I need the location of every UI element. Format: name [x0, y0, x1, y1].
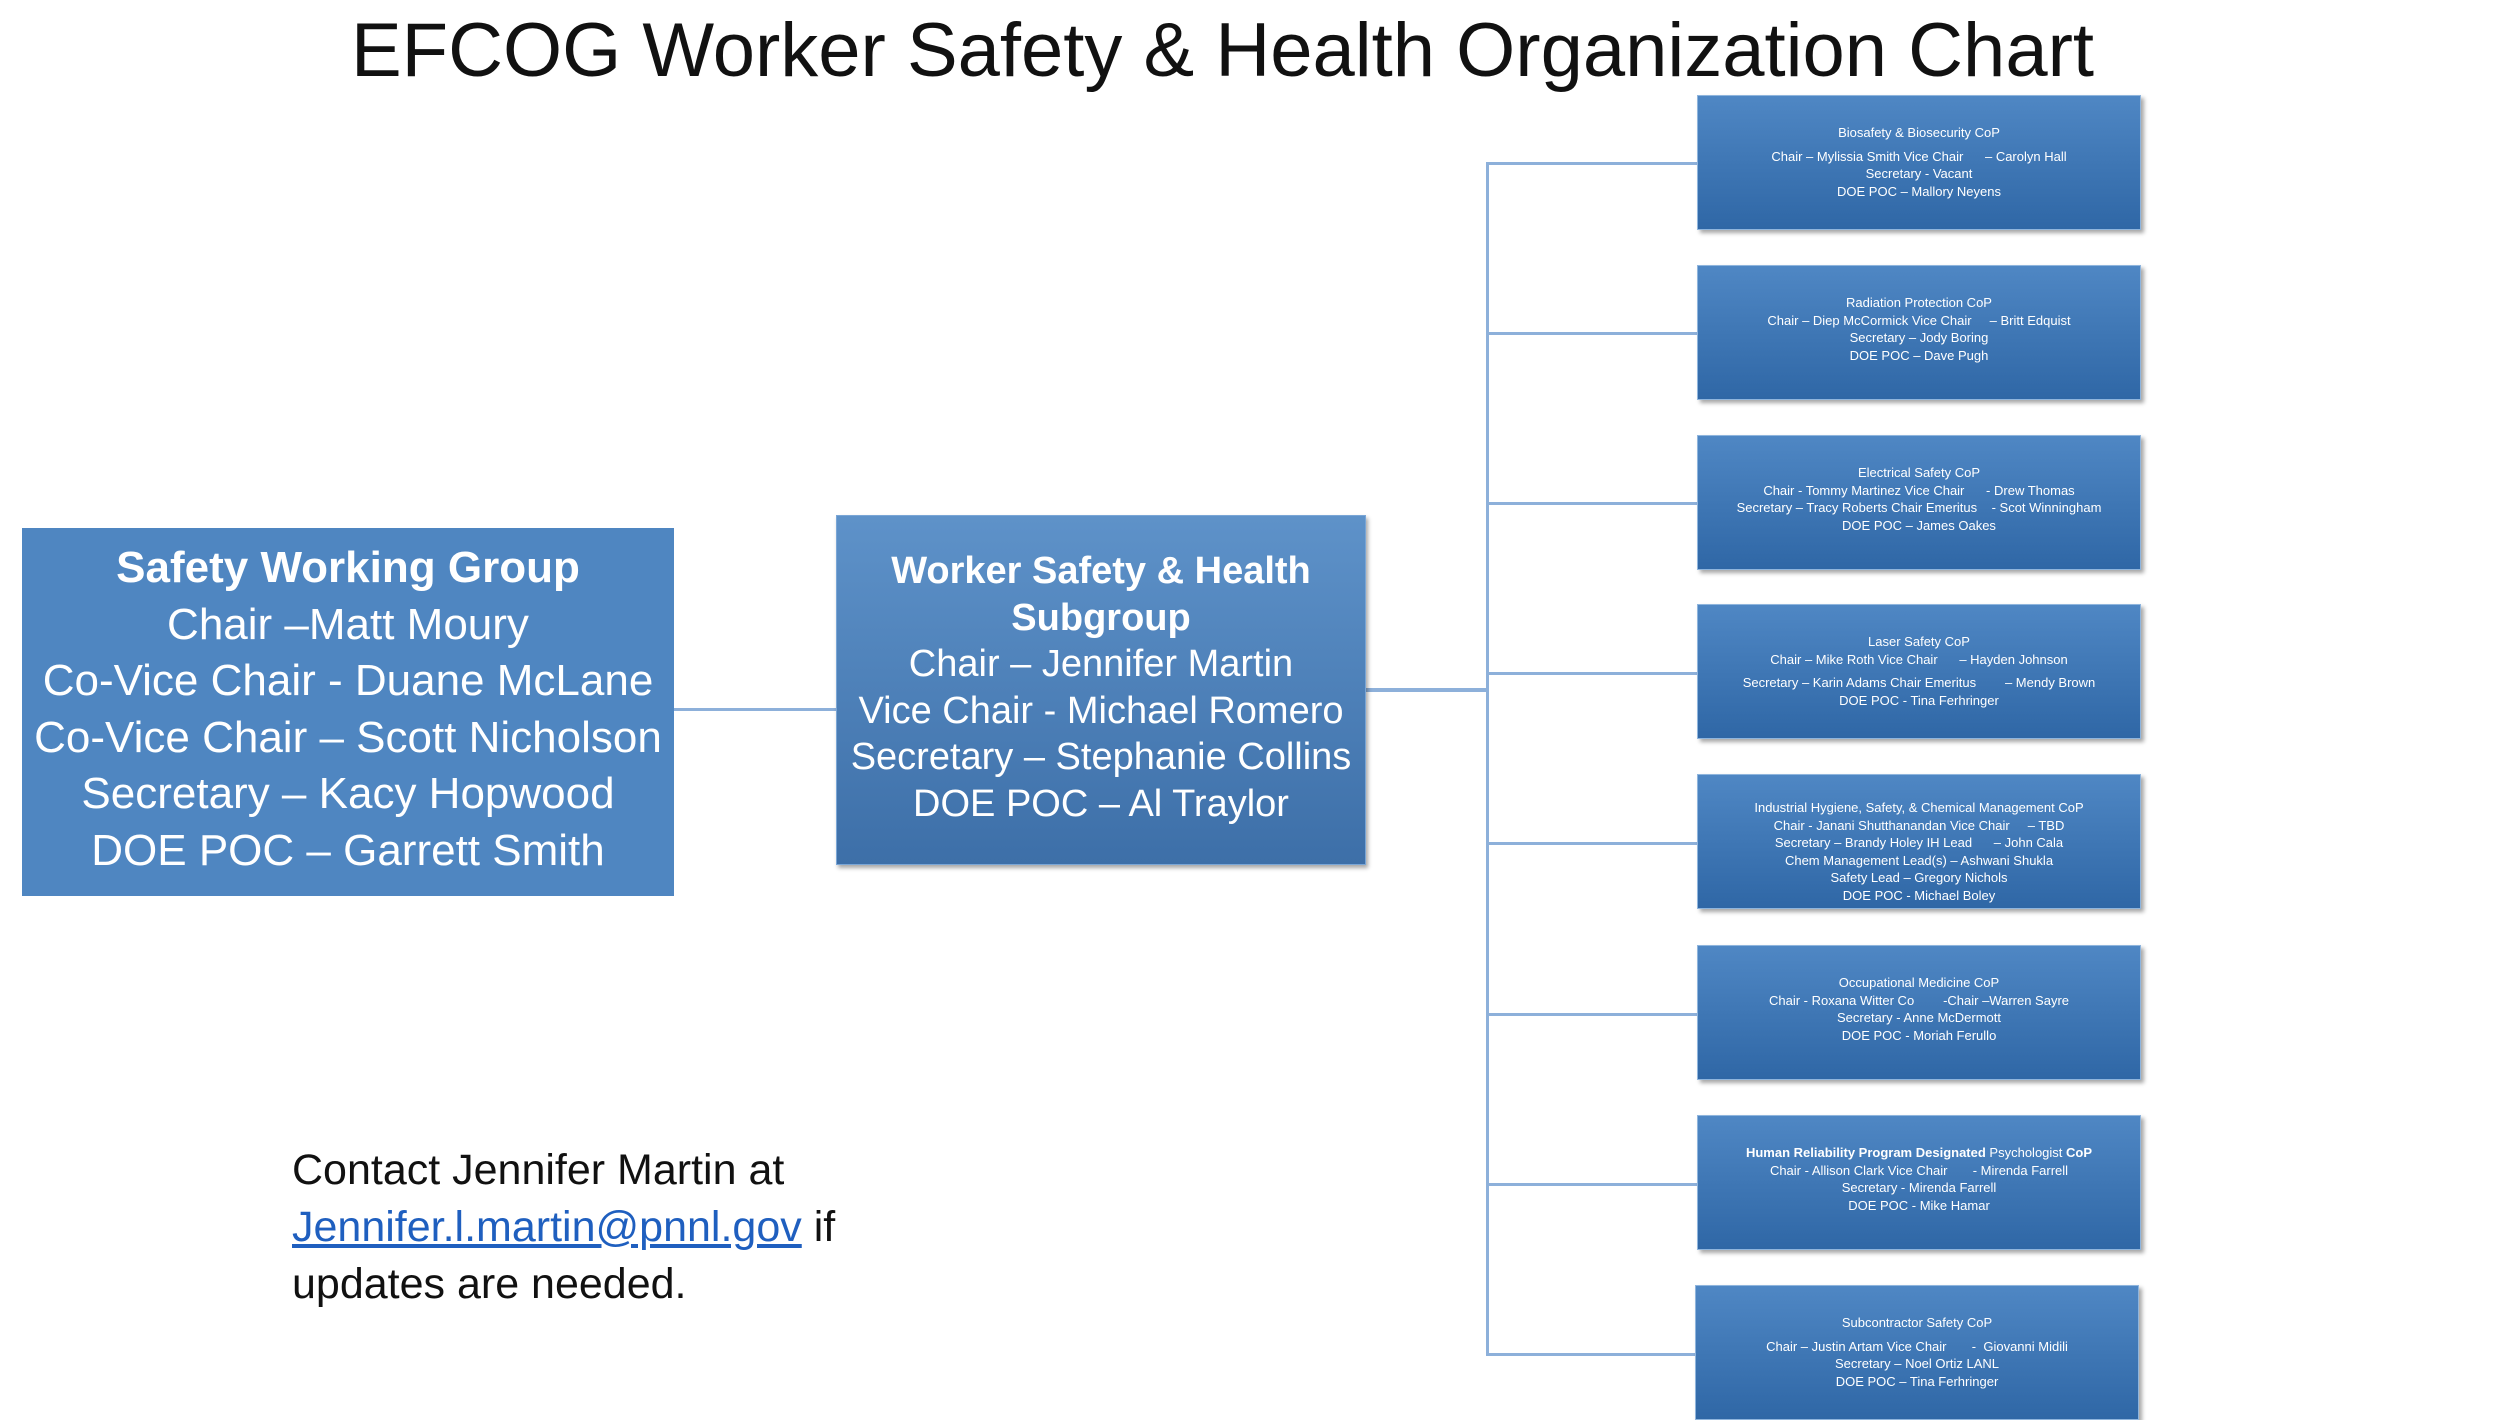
cop-name: Subcontractor Safety CoP	[1841, 1315, 1993, 1330]
swg-co-vice-chair-1: Co-Vice Chair - Duane McLane	[42, 656, 654, 706]
worker-safety-subgroup-box	[836, 515, 1366, 865]
cop-line: DOE POC – Mallory Neyens	[1837, 183, 2001, 199]
contact-email-link[interactable]: Jennifer.l.martin@pnnl.gov	[292, 1203, 802, 1251]
cop-name-mid: Psychologist	[1985, 1145, 2067, 1160]
connector-branch-7	[1486, 1183, 1697, 1186]
cop-box-electrical-safety	[1697, 435, 2141, 570]
connector-branch-4	[1486, 672, 1697, 675]
cop-line: DOE POC - Mike Hamar	[1848, 1197, 1990, 1213]
cop-line: Secretary - Vacant	[1865, 166, 1973, 181]
contact-email-row	[292, 1199, 912, 1256]
cop-line: Chair - Janani Shutthanandan Vice Chair – TBD	[1773, 817, 2065, 833]
cop-name: Radiation Protection CoP	[1846, 295, 1992, 310]
connector-subgroup-to-trunk	[1366, 688, 1488, 692]
connector-branch-6	[1486, 1013, 1697, 1016]
cop-box-laser-safety	[1697, 604, 2141, 739]
contact-suffix: if	[801, 1203, 836, 1251]
cop-line: Chair – Diep McCormick Vice Chair – Britt Edquist	[1767, 312, 2071, 328]
connector-branch-1	[1486, 162, 1697, 165]
swg-co-vice-chair-2: Co-Vice Chair – Scott Nicholson	[34, 712, 662, 762]
cop-box-biosafety	[1697, 95, 2141, 230]
subgroup-vice-chair: Vice Chair - Michael Romero	[858, 689, 1344, 732]
cop-line: Secretary – Tracy Roberts Chair Emeritus - Scot Winningham	[1736, 500, 2102, 515]
cop-name: Industrial Hygiene, Safety, & Chemical Management CoP	[1754, 800, 2084, 815]
subgroup-heading-2: Subgroup	[1011, 596, 1191, 639]
contact-prefix: Contact Jennifer Martin at	[292, 1146, 785, 1194]
connector-branch-8	[1486, 1353, 1697, 1356]
cop-box-human-reliability	[1697, 1115, 2141, 1250]
subgroup-chair: Chair – Jennifer Martin	[908, 643, 1294, 685]
cop-box-radiation-protection	[1697, 265, 2141, 400]
connector-branch-3	[1486, 502, 1697, 505]
cop-line: Chair – Mike Roth Vice Chair – Hayden Johnson	[1770, 651, 2068, 667]
subgroup-heading-1: Worker Safety & Health	[891, 550, 1311, 592]
cop-line: Secretary – Noel Ortiz LANL	[1834, 1356, 1999, 1371]
cop-name-bold-2: CoP	[2066, 1145, 2093, 1160]
swg-chair: Chair –Matt Moury	[167, 599, 529, 649]
cop-line: DOE POC – Tina Ferhringer	[1835, 1373, 1999, 1389]
swg-doe-poc: DOE POC – Garrett Smith	[91, 825, 605, 875]
chart-title: EFCOG Worker Safety & Health Organization Chart	[350, 8, 2095, 93]
cop-name: Electrical Safety CoP	[1857, 465, 1981, 480]
cop-line: Safety Lead – Gregory Nichols	[1830, 870, 2008, 885]
cop-line: DOE POC – James Oakes	[1842, 517, 1996, 533]
cop-line: DOE POC - Moriah Ferullo	[1841, 1027, 1997, 1043]
cop-name-bold: Human Reliability Program Designated	[1745, 1145, 1986, 1160]
contact-suffix-line: updates are needed.	[292, 1260, 687, 1308]
cop-line: Chair - Tommy Martinez Vice Chair - Drew Thomas	[1763, 482, 2075, 498]
cop-line: Chair - Roxana Witter Co -Chair –Warren Sayre	[1768, 992, 2070, 1008]
subgroup-secretary: Secretary – Stephanie Collins	[850, 736, 1352, 778]
cop-line: Secretary - Mirenda Farrell	[1841, 1180, 1997, 1195]
connector-branch-5	[1486, 842, 1697, 845]
swg-secretary: Secretary – Kacy Hopwood	[81, 769, 615, 819]
cop-box-occupational-medicine	[1697, 945, 2141, 1080]
cop-line: Chem Management Lead(s) – Ashwani Shukla	[1784, 852, 2054, 868]
cop-line: Chair – Mylissia Smith Vice Chair – Carolyn Hall	[1771, 148, 2067, 164]
cop-name	[1698, 1144, 2140, 1162]
subgroup-doe-poc: DOE POC – Al Traylor	[913, 782, 1289, 825]
connector-trunk	[1486, 162, 1489, 1356]
cop-line: DOE POC - Michael Boley	[1842, 887, 1996, 903]
cop-name: Biosafety & Biosecurity CoP	[1838, 125, 2000, 140]
cop-name: Laser Safety CoP	[1868, 634, 1970, 649]
cop-line: Secretary – Jody Boring	[1849, 330, 1989, 345]
cop-line: Secretary - Anne McDermott	[1837, 1010, 2001, 1025]
safety-working-group-box	[22, 528, 674, 896]
cop-box-industrial-hygiene	[1697, 774, 2141, 909]
cop-box-subcontractor-safety	[1695, 1285, 2139, 1420]
contact-note	[292, 1142, 912, 1313]
cop-line: Chair – Justin Artam Vice Chair - Giovanni Midili	[1766, 1338, 2068, 1354]
cop-name: Occupational Medicine CoP	[1838, 975, 2000, 990]
cop-line: Secretary – Karin Adams Chair Emeritus – Mendy Brown	[1742, 675, 2096, 690]
swg-heading: Safety Working Group	[116, 543, 580, 592]
cop-line: DOE POC - Tina Ferhringer	[1839, 692, 1999, 708]
cop-line: DOE POC – Dave Pugh	[1849, 347, 1989, 363]
cop-line: Secretary – Brandy Holey IH Lead – John Cala	[1774, 835, 2064, 850]
connector-swg-to-subgroup	[674, 708, 836, 711]
cop-line: Chair - Allison Clark Vice Chair - Mirenda Farrell	[1769, 1162, 2069, 1178]
connector-branch-2	[1486, 332, 1697, 335]
